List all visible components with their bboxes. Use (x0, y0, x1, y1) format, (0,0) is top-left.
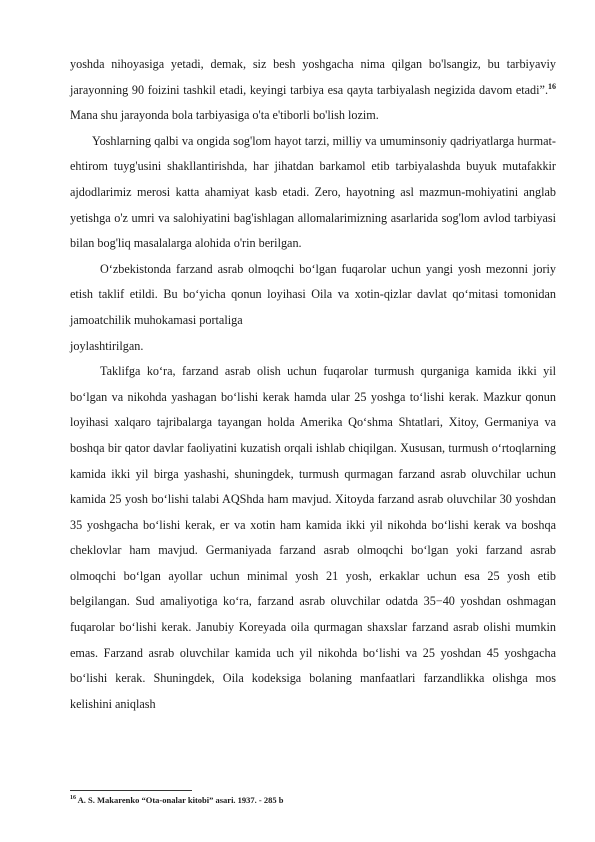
footnote-text: A. S. Makarenko “Ota-onalar kitobi” asari. 1937. - 285 b (76, 795, 284, 805)
document-body (70, 52, 556, 717)
footnote-reference[interactable]: 16 (548, 81, 556, 91)
paragraph-1 (70, 52, 556, 129)
footnote-divider (70, 790, 192, 791)
paragraph-2: Yoshlarning qalbi va ongida sog'lom hayot tarzi, milliy va umuminsoniy qadriyatlarga hurmat-ehtirom tuyg'usini shakllantirishda, har jihatdan barkamol etib tarbiyalashda buyuk mutafakkir ajdodlarimiz merosi katta ahamiyat kasb etadi. Zero, hayotning asl mazmun-mohiyatini anglab yetishga o'z umri va salohiyatini bag'ishlagan allomalarimizning asarlarida sog'lom avlod tarbiyasi bilan bog'liq masalalarga alohida o'rin berilgan. (70, 133, 556, 251)
paragraph-3-tail: joylashtirilgan. (70, 338, 144, 353)
footnote-number: 16 (70, 795, 76, 802)
paragraph-4: Taklifga ko‘ra, farzand asrab olish uchun fuqarolar turmush qurganiga kamida ikki yil bo‘lgan va nikohda yashagan bo‘lishi kerak hamda ular 25 yoshga to‘lishi kerak. Mazkur qonun loyihasi xalqaro tajribalarga tayangan holda Amerika Qo‘shma Shtatlari, Xitoy, Germaniya va boshqa bir qator davlar faoliyatini kuzatish orqali ishlab chiqilgan. Xususan, turmush o‘rtoqlarning kamida ikki yil birga yashashi, shuningdek, turmush qurmagan farzand asrab oluvchilar uchun kamida 25 yosh bo‘lishi talabi AQShda ham mavjud. Xitoyda farzand asrab oluvchilar 30 yoshdan 35 yoshgacha bo‘lishi kerak, er va xotin ham kamida ikki yil nikohda bo‘lishi kerak va boshqa cheklovlar ham mavjud. Germaniyada farzand asrab olmoqchi bo‘lgan yoki farzand asrab olmoqchi bo‘lgan ayollar uchun minimal yosh 21 yosh, erkaklar uchun esa 25 yosh etib belgilangan. Sud amaliyotiga ko‘ra, farzand asrab oluvchilar odatda 35−40 yoshdan oshmagan fuqarolar bo‘lishi kerak. Janubiy Koreyada oila qurmagan shaxslar farzand asrab olishi mumkin emas. Farzand asrab oluvchilar kamida uch yil nikohda bo‘lishi va 25 yoshdan 45 yoshgacha bo‘lishi kerak. Shuningdek, Oila kodeksiga bolaning manfaatlari farzandlikka olishga mos kelishini aniqlash (70, 364, 556, 711)
paragraph-3: O‘zbekistonda farzand asrab olmoqchi bo‘lgan fuqarolar uchun yangi yosh mezonni joriy etish taklif etildi. Bu bo‘yicha qonun loyihasi Oila va xotin-qizlar davlat qo‘mitasi tomonidan jamoatchilik muhokamasi portaliga (70, 261, 556, 327)
footnote (70, 795, 283, 805)
paragraph-1-text: yoshda nihoyasiga yetadi, demak, siz besh yoshgacha nima qilgan bo'lsangiz, bu tarbiyaviy jarayonning 90 foizini tashkil etadi, keyingi tarbiya esa qayta tarbiyalash negizida davom etadi”. (70, 57, 556, 97)
paragraph-1-continuation: Mana shu jarayonda bola tarbiyasiga o'ta e'tiborli bo'lish lozim. (70, 108, 379, 123)
